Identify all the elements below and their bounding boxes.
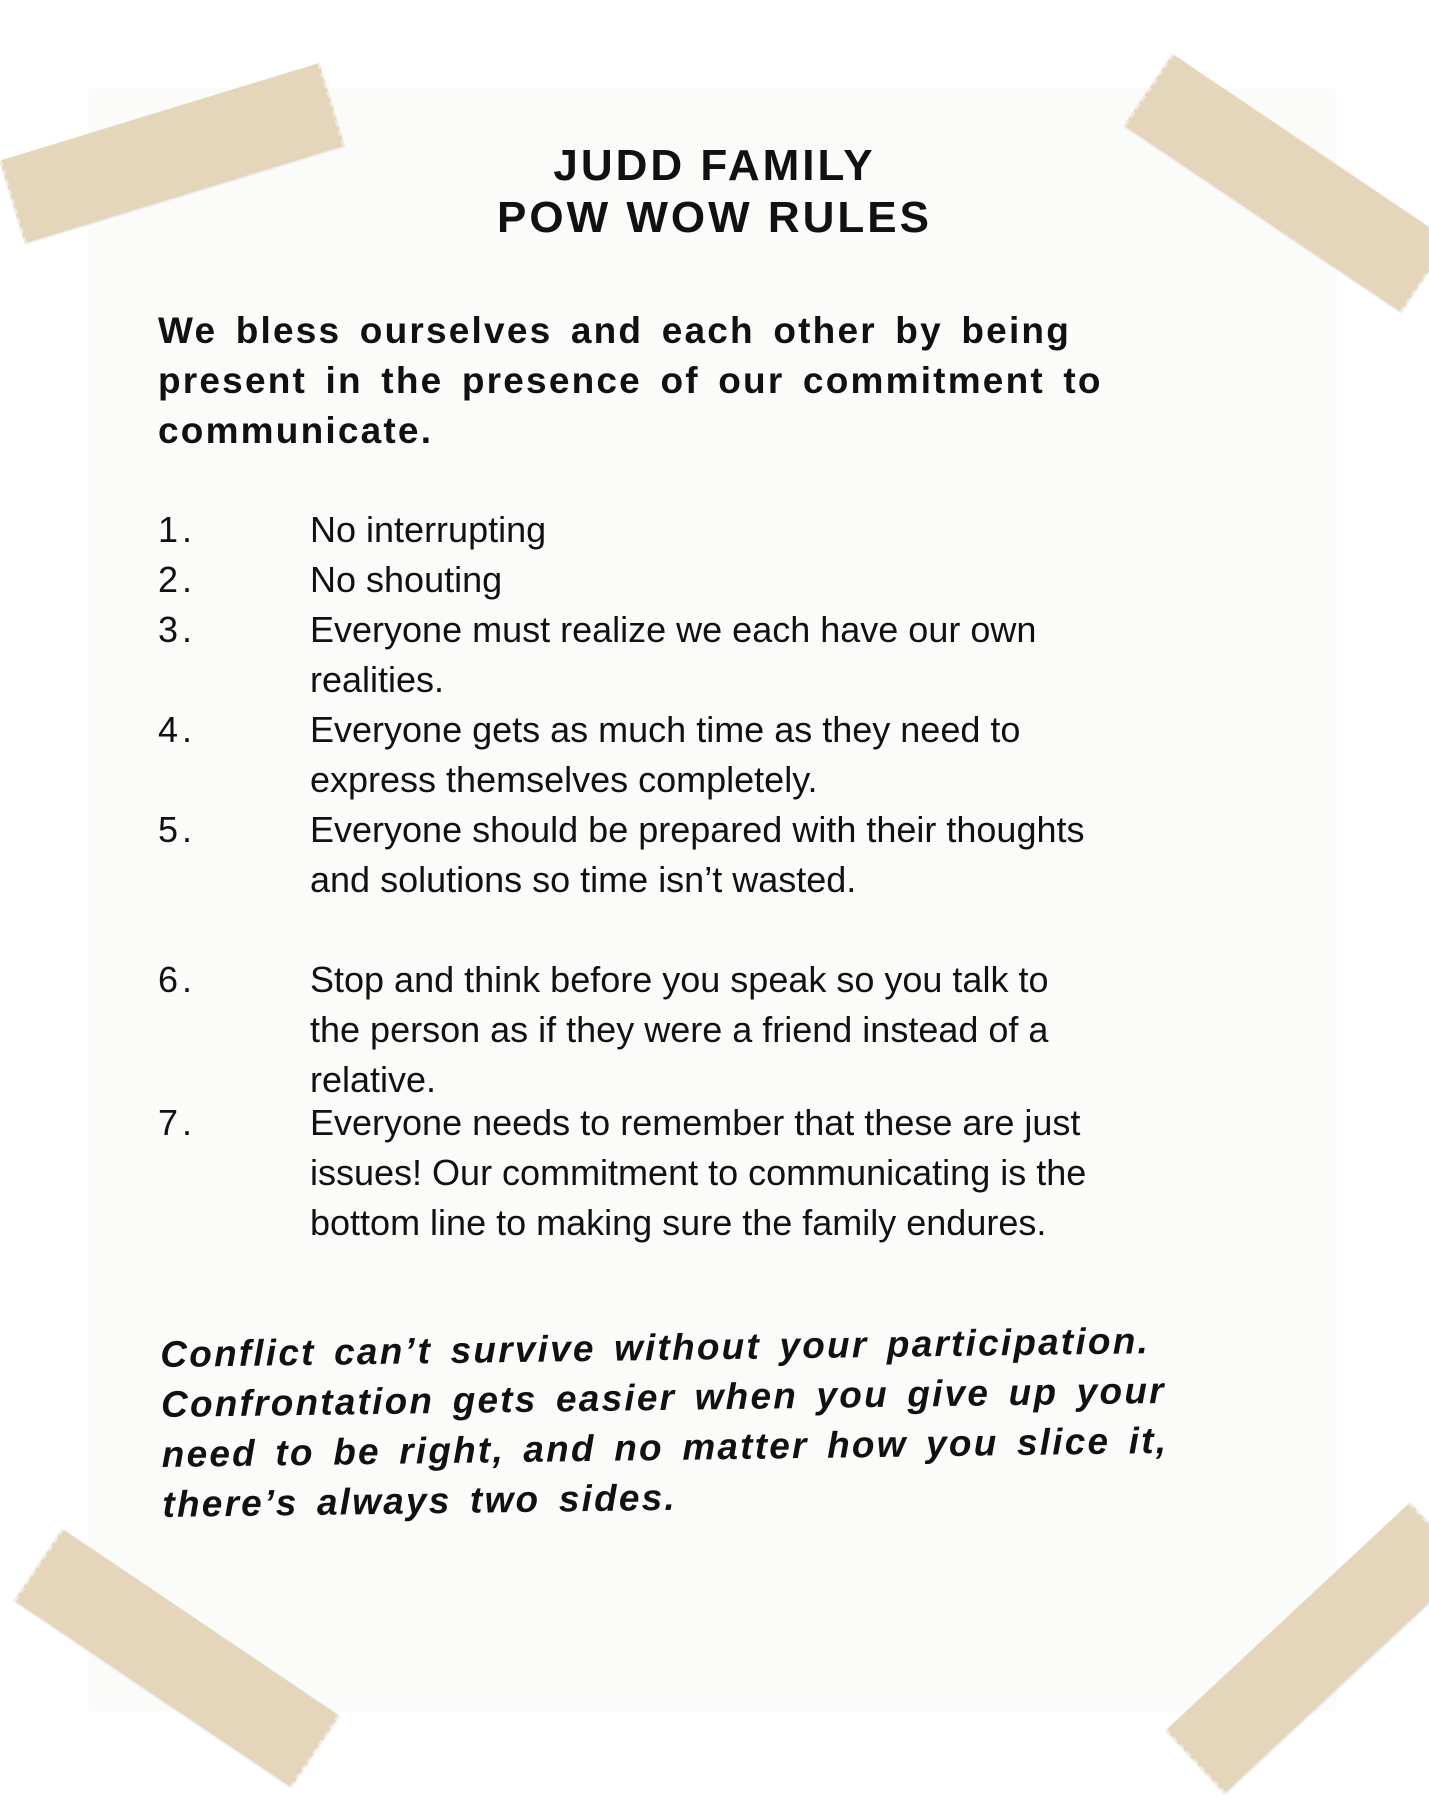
rule-number: 7. [158,1102,197,1143]
title-line-1: JUDD FAMILY [553,141,876,190]
rule-text: Stop and think before you speak so you talk to the person as if they were a friend instead of a relative. [310,959,1049,1100]
rule-text: No interrupting [310,509,547,550]
intro-paragraph: We bless ourselves and each other by being present in the presence of our commitment to communicate. [158,310,1103,451]
rule-number: 1. [158,509,197,550]
page-title [0,140,1429,244]
rule-text: Everyone should be prepared with their thoughts and solutions so time isn’t wasted. [310,809,1085,900]
rule-number: 3. [158,609,197,650]
rule-number: 5. [158,809,197,850]
rule-text: Everyone gets as much time as they need to express themselves completely. [310,709,1021,800]
rule-number: 4. [158,709,197,750]
rule-text: Everyone needs to remember that these are just issues! Our commitment to communicating is the bottom line to making sure the family endures. [310,1102,1087,1243]
rule-number: 2. [158,559,197,600]
rule-number: 6. [158,959,197,1000]
closing-paragraph: Conflict can’t survive without your participation. Confrontation gets easier when you give up your need to be right, and no matter how you slice it, there’s always two sides. [160,1320,1169,1525]
title-line-2: POW WOW RULES [497,193,932,242]
rule-text: Everyone must realize we each have our own realities. [310,609,1037,700]
rule-text: No shouting [310,559,503,600]
